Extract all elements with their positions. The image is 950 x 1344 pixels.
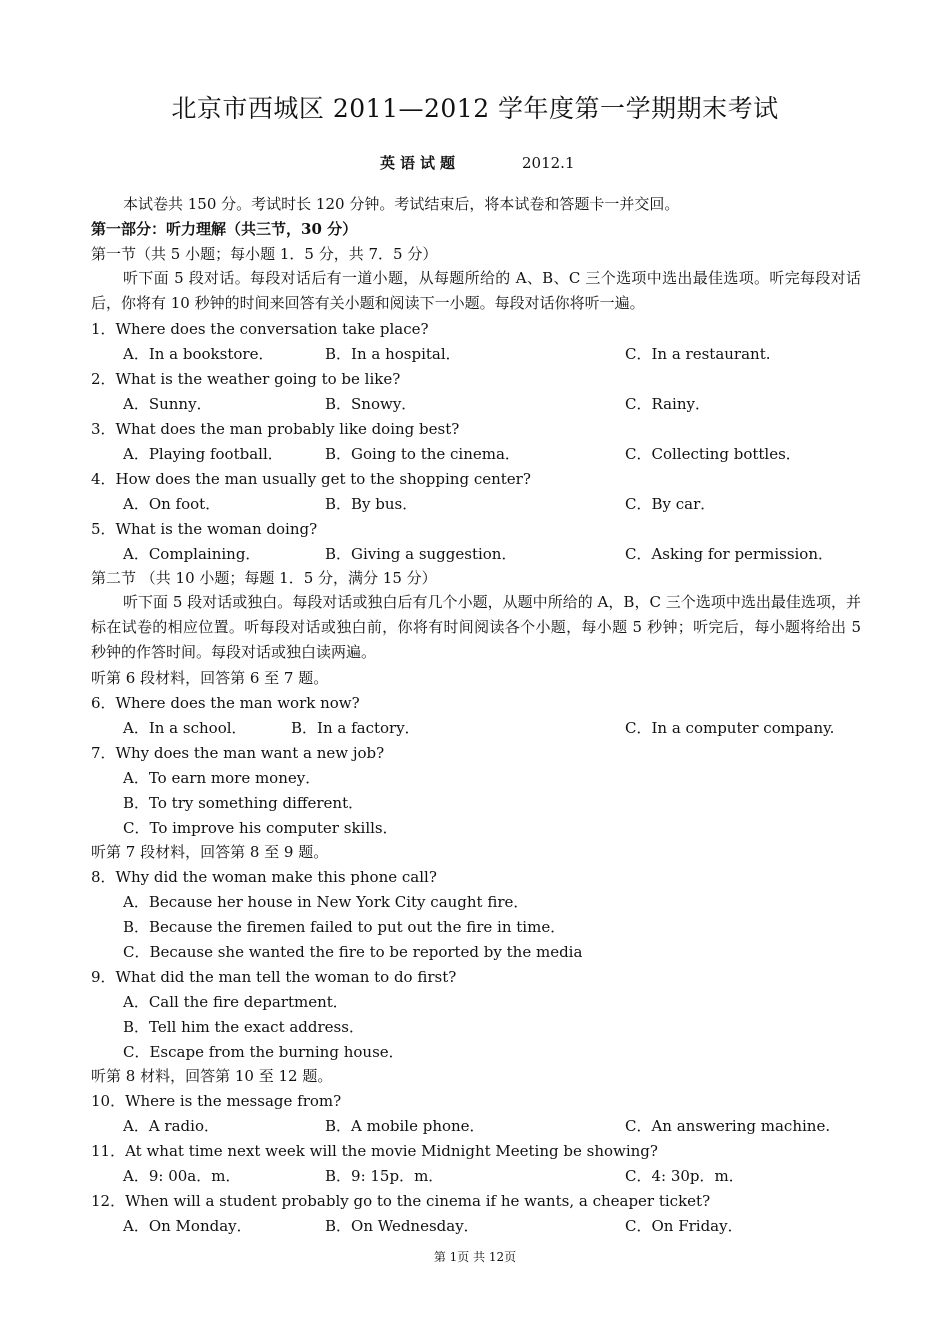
intro-text: 本试卷共 150 分。考试时长 120 分钟。考试结束后，将本试卷和答题卡一并交回。 <box>123 195 680 213</box>
option-b[interactable]: B．By bus． <box>325 495 418 513</box>
question-8: 8．Why did the woman make this phone call? <box>91 868 437 886</box>
option-b[interactable]: B．In a hospital． <box>325 345 461 363</box>
option-c[interactable]: C．In a restaurant. <box>625 345 771 363</box>
question-11-options <box>123 1165 863 1187</box>
question-6-options <box>123 717 863 739</box>
question-3-options <box>123 443 863 465</box>
question-5-options <box>123 543 863 565</box>
option-a[interactable]: A．To earn more money． <box>123 769 321 787</box>
question-11: 11．At what time next week will the movie Midnight Meeting be showing? <box>91 1142 658 1160</box>
option-a[interactable]: A．Sunny． <box>123 395 212 413</box>
question-4-options <box>123 493 863 515</box>
question-1-options <box>123 343 863 365</box>
question-12-options <box>123 1215 863 1237</box>
option-a[interactable]: A．A radio． <box>123 1117 219 1135</box>
question-2: 2．What is the weather going to be like? <box>91 370 401 388</box>
material-8-label: 听第 8 材料，回答第 10 至 12 题。 <box>91 1067 333 1085</box>
option-b[interactable]: B．9: 15p．m． <box>325 1167 444 1185</box>
option-a[interactable]: A．In a school． <box>123 719 247 737</box>
option-a[interactable]: A．Because her house in New York City caught fire． <box>123 893 529 911</box>
option-c[interactable]: C．An answering machine. <box>625 1117 831 1135</box>
question-6: 6．Where does the man work now? <box>91 694 360 712</box>
question-1: 1．Where does the conversation take place? <box>91 320 429 338</box>
question-10: 10．Where is the message from? <box>91 1092 342 1110</box>
page-footer: 第 1页 共 12页 <box>433 1250 517 1264</box>
question-3: 3．What does the man probably like doing best? <box>91 420 460 438</box>
section1-heading: 第一节（共 5 小题；每小题 1．5 分，共 7．5 分） <box>91 245 438 263</box>
option-c[interactable]: C．Because she wanted the fire to be reported by the media <box>123 943 583 961</box>
option-c[interactable]: C．To improve his computer skills． <box>123 819 398 837</box>
section1-instructions: 听下面 5 段对话。每段对话后有一道小题，从每题所给的 A、B、C 三个选项中选出最佳选项。听完每段对话后，你将有 10 秒钟的时间来回答有关小题和阅读下一小题。每段对话你将听一遍。 <box>91 269 861 312</box>
question-5: 5．What is the woman doing? <box>91 520 318 538</box>
option-a[interactable]: A．Complaining． <box>123 545 261 563</box>
option-c[interactable]: C．In a computer company. <box>625 719 835 737</box>
option-b[interactable]: B．Because the firemen failed to put out the fire in time． <box>123 918 566 936</box>
exam-date: 2012.1 <box>522 154 575 172</box>
section2-heading: 第二节 （共 10 小题；每题 1．5 分，满分 15 分） <box>91 569 437 587</box>
material-6-label: 听第 6 段材料，回答第 6 至 7 题。 <box>91 669 329 687</box>
material-7-label: 听第 7 段材料，回答第 8 至 9 题。 <box>91 843 329 861</box>
option-a[interactable]: A．On foot． <box>123 495 221 513</box>
option-a[interactable]: A．9: 00a．m． <box>123 1167 241 1185</box>
part1-heading: 第一部分：听力理解（共三节，30 分） <box>91 220 358 238</box>
section2-instructions: 听下面 5 段对话或独白。每段对话或独白后有几个小题，从题中所给的 A，B，C 三个选项中选出最佳选项，并标在试卷的相应位置。听每段对话或独白前，你将有时间阅读各个小题，每小题 5 秒钟；听完后，每小题将给出 5 秒钟的作答时间。每段对话或独白读两遍。 <box>91 593 861 661</box>
option-a[interactable]: A．On Monday． <box>123 1217 252 1235</box>
option-b[interactable]: B．Going to the cinema． <box>325 445 520 463</box>
option-a[interactable]: A．Call the fire department． <box>123 993 348 1011</box>
option-b[interactable]: B．A mobile phone． <box>325 1117 485 1135</box>
option-b[interactable]: B．On Wednesday． <box>325 1217 479 1235</box>
option-a[interactable]: A．Playing football． <box>123 445 283 463</box>
option-c[interactable]: C．Rainy． <box>625 395 710 413</box>
option-c[interactable]: C．Asking for permission． <box>625 545 834 563</box>
option-c[interactable]: C．On Friday． <box>625 1217 743 1235</box>
question-12: 12．When will a student probably go to the cinema if he wants, a cheaper ticket? <box>91 1192 711 1210</box>
option-c[interactable]: C．Collecting bottles． <box>625 445 801 463</box>
question-7: 7．Why does the man want a new job? <box>91 744 385 762</box>
option-b[interactable]: B．Snowy． <box>325 395 417 413</box>
option-b[interactable]: B．Tell him the exact address． <box>123 1018 364 1036</box>
subject-name: 英语试题 <box>380 154 461 172</box>
option-b[interactable]: B．In a factory． <box>291 719 420 737</box>
option-b[interactable]: B．To try something different． <box>123 794 364 812</box>
option-c[interactable]: C．By car． <box>625 495 716 513</box>
option-c[interactable]: C．Escape from the burning house． <box>123 1043 404 1061</box>
option-c[interactable]: C．4: 30p．m． <box>625 1167 744 1185</box>
question-2-options <box>123 393 863 415</box>
option-b[interactable]: B．Giving a suggestion． <box>325 545 517 563</box>
question-9: 9．What did the man tell the woman to do first? <box>91 968 457 986</box>
exam-title: 北京市西城区 2011—2012 学年度第一学期期末考试 <box>171 94 779 123</box>
question-10-options <box>123 1115 863 1137</box>
option-a[interactable]: A．In a bookstore． <box>123 345 274 363</box>
question-4: 4．How does the man usually get to the shopping center? <box>91 470 531 488</box>
